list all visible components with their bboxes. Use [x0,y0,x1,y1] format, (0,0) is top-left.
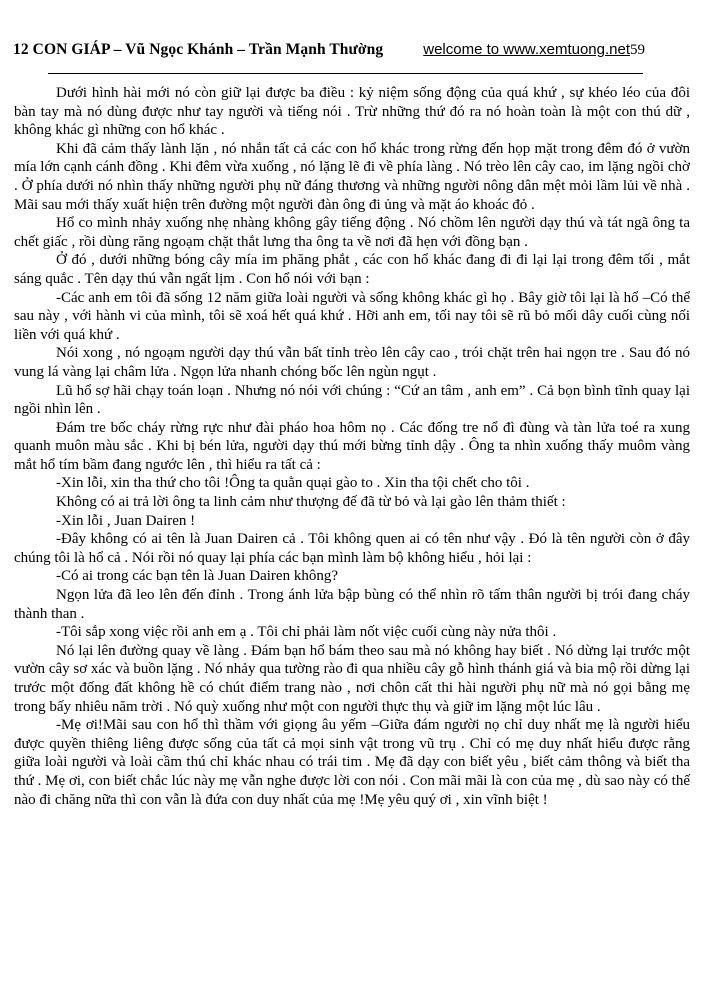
header-right [423,41,689,59]
paragraph: Khi đã cảm thấy lành lặn , nó nhắn tất cả các con hổ khác trong rừng đến họp mặt trong đêm đó ở vườn mía lớn cạnh cánh đồng . Khi đêm vừa xuống , nó lặng lẽ đi về phía làng . Nó trèo lên cây cao, im lặng ngồi chờ . Ở phía dưới nó nhìn thấy những người phụ nữ đáng thương và những người nông dân mệt mỏi lầm lủi về nhà . Mãi sau mới thấy xuất hiện trên đường một người đàn ông đi ủng và mặt áo khoác đỏ . [14,140,690,213]
paragraph: -Mẹ ơi!Mãi sau con hổ thì thầm với giọng âu yếm –Giữa đám người nọ chỉ duy nhất mẹ là người hiểu được quyền thiêng liêng được sống của tất cả mọi sinh vật trong vũ trụ . Chỉ có mẹ duy nhất hiểu được rằng giữa loài người và loài cầm thú chỉ khác nhau có trái tim . Mẹ đã dạy con biết yêu , biết cảm thông và biết tha thứ . Mẹ ơi, con biết chắc lúc này mẹ vẫn nghe được lời con nói . Con mãi mãi là con của mẹ , dù sao này có thế nào đi chăng nữa thì con vẫn là đứa con duy nhất của mẹ !Mẹ yêu quý ơi , xin vĩnh biệt ! [14,717,690,808]
paragraph: Ở đó , dưới những bóng cây mía im phăng phắt , các con hổ khác đang đi đi lại lại trong đêm tối , mắt sáng quắc . Tên dạy thú vẫn ngất lịm . Con hổ nói với bạn : [14,252,690,287]
book-title: 12 CON GIÁP – Vũ Ngọc Khánh – Trần Mạnh Thường [13,41,384,58]
paragraph: -Xin lỗi, xin tha thứ cho tôi !Ông ta quằn quại gào to . Xin tha tội chết cho tôi . [56,475,530,492]
paragraph: -Đây không có ai tên là Juan Dairen cả . Tôi không quen ai có tên như vậy . Đó là tên người còn ở đây chúng tôi là hổ cả . Nói rồi nó quay lại phía các bạn mình làm bộ không hiểu , hỏi lại : [14,531,690,566]
document-body [14,84,690,809]
header-rule [48,73,643,74]
paragraph: Nói xong , nó ngoạm người dạy thú vẫn bất tỉnh trèo lên cây cao , trói chặt trên hai ngọn tre . Sau đó nó vung lá vàng lại châm lửa . Ngọn lửa nhanh chóng bốc lên ngùn ngụt . [14,345,690,380]
paragraph: Ngọn lửa đã leo lên đến đỉnh . Trong ánh lửa bập bùng có thể nhìn rõ tấm thân người bị trói đang cháy thành than . [14,587,690,622]
paragraph: -Có ai trong các bạn tên là Juan Dairen không? [56,568,338,585]
paragraph: Lũ hổ sợ hãi chạy toán loạn . Nhưng nó nói với chúng : “Cứ an tâm , anh em” . Cả bọn bình tĩnh quay lại ngồi nhìn lên . [14,382,690,418]
paragraph: Đám tre bốc cháy rừng rực như đài pháo hoa hôm nọ . Các đống tre nổ đì đùng và tàn lửa toé ra xung quanh muôn màu sắc . Khi bị bén lửa, người dạy thú mới bừng tỉnh dậy . Ông ta nhìn xuống thấy muôm vàng mắt hổ tím bầm đang ngước lên , thì hiểu ra tất cả : [14,419,690,473]
paragraph: -Các anh em tôi đã sống 12 năm giữa loài người và sống không khác gì họ . Bây giờ tôi lại là hổ –Có thể sau này , với hành vi của mình, tôi sẽ xoá hết quá khứ . Hỡi anh em, tối nay tôi sẽ rũ bỏ mối dây cuối cùng nối liền với quá khứ . [14,289,690,343]
page-number: 59 [630,42,645,58]
paragraph: Nó lại lên đường quay về làng . Đám bạn hổ bám theo sau mà nó không hay biết . Nó dừng lại trước một vườn cây sơ xác và buồn lặng . Nó nhảy qua tường rào đi qua nhiều cây gỗ hình thánh giá và bia mộ rồi dừng lại trước một đống đất không hề có chút điểm trang nào , nơi chôn cất thi hài người phụ nữ mà nó gọi bằng mẹ trong bấy nhiêu năm trời . Nó quỳ xuống như một con người thực thụ và giữ im lặng một lúc lâu . [14,642,690,715]
paragraph: Không có ai trả lời ông ta linh cảm như thượng đế đã từ bỏ và lại gào lên thảm thiết : [56,494,566,511]
page-header [13,40,689,60]
paragraph: Hổ co mình nhảy xuống nhẹ nhàng không gây tiếng động . Nó chồm lên người dạy thú và tát ngã ông ta chết giấc , rồi dùng răng ngoạm chặt thắt lưng tha ông ta về nơi đã hẹn với đồng bạn . [14,215,690,250]
site-link[interactable]: welcome to www.xemtuong.net [423,41,630,58]
paragraph: -Xin lỗi , Juan Dairen ! [56,512,196,529]
paragraph: Dưới hình hài mới nó còn giữ lại được ba điều : kỷ niệm sống động của quá khứ , sự khéo léo của đôi bàn tay mà nó dùng được như tay người và tiếng nói . Trừ những thứ đó ra nó hoàn toàn là một con thú dữ , không khác gì những con hổ khác . [14,85,690,139]
paragraph: -Tôi sắp xong việc rồi anh em ạ . Tôi chỉ phải làm nốt việc cuối cùng này nửa thôi . [56,624,557,641]
